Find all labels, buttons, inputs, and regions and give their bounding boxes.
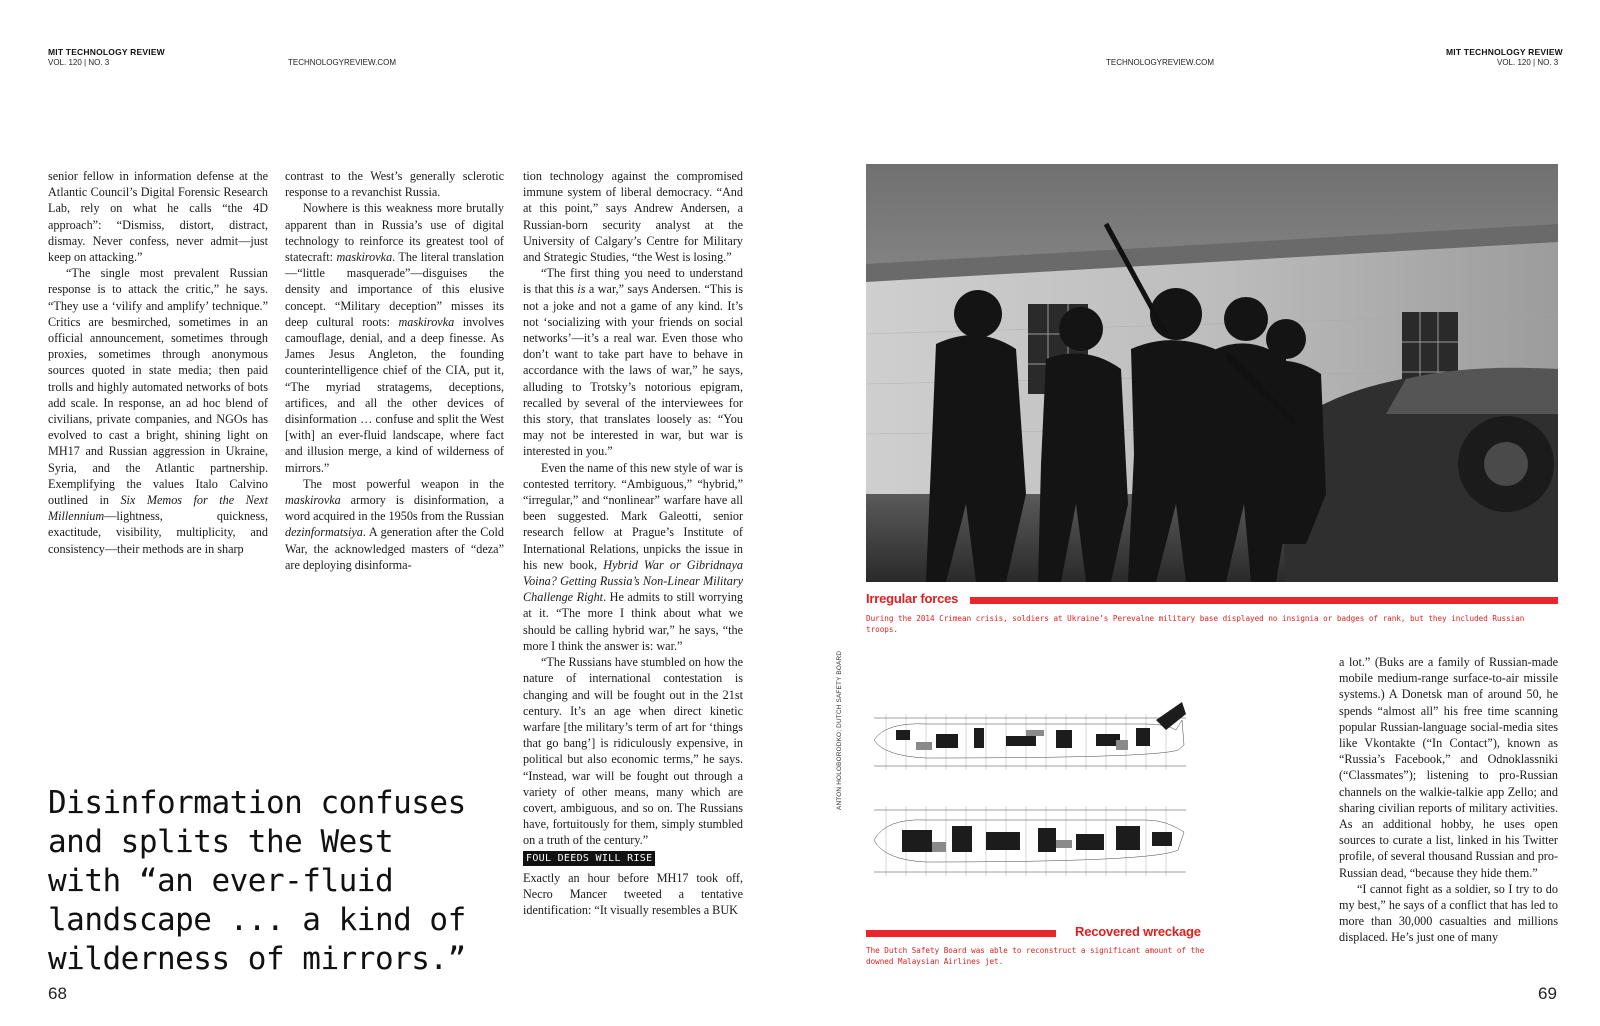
photo-credit: ANTON HOLOBORODKO; DUTCH SAFETY BOARD bbox=[836, 650, 843, 810]
photo-caption-text: During the 2014 Crimean crisis, soldiers at Ukraine’s Perevalne military base displayed no insignia or badges of rank, but they included Russian troops. bbox=[866, 614, 1525, 634]
paragraph: “The single most prevalent Russian response is to attack the critic,” he says. “They use a ‘vilify and amplify’ technique.” Critics are besmirched, sometimes in an official announcement, sometimes through proxies, sometimes through anonymous sources quoted in state media; then paid trolls and highly automated networks of bots add scale. In response, an ad hoc blend of civilians, private companies, and NGOs has evolved to cast a bright, shining light on MH17 and Russian aggression in Ukraine, Syria, and the Atlantic partnership. Exemplifying the values Italo Calvino outlined in Six Memos for the Next Millennium—lightness, quickness, exactitude, visibility, multiplicity, and consistency—their methods are in sharp bbox=[48, 266, 268, 556]
pull-quote: Disinformation confuses and splits the West with “an ever-fluid landscape ... a kind of wilderness of mirrors.” bbox=[48, 785, 466, 977]
paragraph: Nowhere is this weakness more brutally apparent than in Russia’s use of digital technology to reinforce its greatest tool of statecraft: maskirovka. The literal translation—“little masquerade”—disguises the density and importance of this elusive concept. “Military deception” misses its deep cultural roots: maskirovka involves camouflage, denial, and a deep finesse. As James Jesus Angleton, the founding counterintelligence chief of the CIA, put it, “The myriad stratagems, deceptions, artifices, and all the other devices of disinformation … confuse and split the West [with] an ever-fluid landscape, where fact and illusion merge, a kind of wilderness of mirrors.” bbox=[285, 201, 504, 475]
magazine-title-left: MIT TECHNOLOGY REVIEW bbox=[48, 47, 165, 57]
wreckage-diagram bbox=[866, 700, 1196, 915]
page-number-right: 69 bbox=[1538, 984, 1557, 1003]
caption-accent-bar bbox=[866, 930, 1056, 937]
wreckage-caption-title: Recovered wreckage bbox=[1075, 924, 1201, 939]
caption-accent-bar bbox=[970, 597, 1558, 604]
volume-info-right: VOL. 120 | NO. 3 bbox=[1497, 58, 1559, 67]
paragraph: senior fellow in information defense at the Atlantic Council’s Digital Forensic Research Lab, rely on what he calls “the 4D approach”: “Dismiss, distort, distract, dismay. Never confess, never admit—just keep on attacking.” bbox=[48, 169, 268, 265]
article-column-2 bbox=[285, 168, 504, 573]
section-subhead: FOUL DEEDS WILL RISE bbox=[523, 851, 655, 866]
photo-caption-title: Irregular forces bbox=[866, 591, 959, 606]
magazine-title-right: MIT TECHNOLOGY REVIEW bbox=[1446, 47, 1563, 57]
article-column-3 bbox=[523, 168, 743, 918]
paragraph: a lot.” (Buks are a family of Russian-made mobile medium-range surface-to-air missile systems.) A Donetsk man of around 50, he spends “almost all” his free time scanning popular Russian-language social-media sites like Vkontakte (“In Contact”), known as “Russia’s Facebook,” and Odnoklassniki (“Classmates”); listening to pro-Russian channels on the walkie-talkie app Zello; and sharing civilian reports of military activities. As an additional hobby, he uses open sources to curate a list, linked in his Twitter profile, of several thousand Russian and pro-Russian dead, “because they hide them.” bbox=[1339, 655, 1558, 880]
soldiers-photo-graphic bbox=[866, 164, 1558, 582]
page-number-left: 68 bbox=[48, 984, 67, 1003]
article-column-4 bbox=[1339, 654, 1558, 946]
wreckage-diagram-graphic bbox=[866, 700, 1196, 915]
paragraph: “The Russians have stumbled on how the nature of international contestation is changing and will be fought out in the 21st century. It’s an age when direct kinetic warfare [the military’s term of art for ‘things that go bang’] is ridiculously expensive, in political but also economic terms,” he says. “Instead, war will be fought out through a variety of other means, many which are covert, ambiguous, and so on. The Russians have, fortuitously for them, simply stumbled on a truth of the century.” bbox=[523, 655, 743, 848]
paragraph: “I cannot fight as a soldier, so I try to do my best,” he says of a conflict that has led to more than 30,000 casualties and millions displaced. He’s just one of many bbox=[1339, 881, 1558, 945]
paragraph: “The first thing you need to understand is that this is a war,” says Andersen. “This is not a joke and not a game of any kind. It’s not ‘socializing with your friends on social networks’—it’s a real war. Even those who don’t want to take part have to behave in accordance with the laws of war,” he says, alluding to Trotsky’s notorious epigram, recalled by several of the interviewees for this story, that translates loosely as: “You may not be interested in war, but war is interested in you.” bbox=[523, 266, 744, 459]
site-url-left: TECHNOLOGYREVIEW.COM bbox=[288, 58, 397, 67]
paragraph: The most powerful weapon in the maskirovka armory is disinformation, a word acquired in the 1950s from the Russian dezinformatsiya. A generation after the Cold War, the acknowledged masters of “deza” are deploying disinforma- bbox=[285, 476, 504, 572]
soldiers-photo bbox=[866, 164, 1558, 582]
wreckage-caption-text: The Dutch Safety Board was able to reconstruct a significant amount of the downed Malaysian Airlines jet. bbox=[866, 946, 1205, 966]
volume-info-left: VOL. 120 | NO. 3 bbox=[48, 58, 110, 67]
paragraph: contrast to the West’s generally sclerotic response to a revanchist Russia. bbox=[285, 169, 504, 200]
paragraph: Exactly an hour before MH17 took off, Necro Mancer tweeted a tentative identification: “It visually resembles a BUK bbox=[523, 870, 743, 917]
paragraph: tion technology against the compromised immune system of liberal democracy. “And at this point,” says Andrew Andersen, a Russian-born security analyst at the University of Calgary’s Centre for Military and Strategic Studies, “the West is losing.” bbox=[523, 169, 743, 265]
paragraph: Even the name of this new style of war is contested territory. “Ambiguous,” “hybrid,” “irregular,” and “nonlinear” warfare have all been suggested. Mark Galeotti, senior research fellow at Prague’s Institute of International Relations, unpicks the issue in his new book, Hybrid War or Gibridnaya Voina? Getting Russia’s Non-Linear Military Challenge Right. He admits to still worrying at it. “The more I think about what we should be calling hybrid war,” he says, “the more I think the answer is: war.” bbox=[523, 460, 744, 653]
article-column-1 bbox=[48, 168, 268, 557]
site-url-right: TECHNOLOGYREVIEW.COM bbox=[1106, 58, 1215, 67]
